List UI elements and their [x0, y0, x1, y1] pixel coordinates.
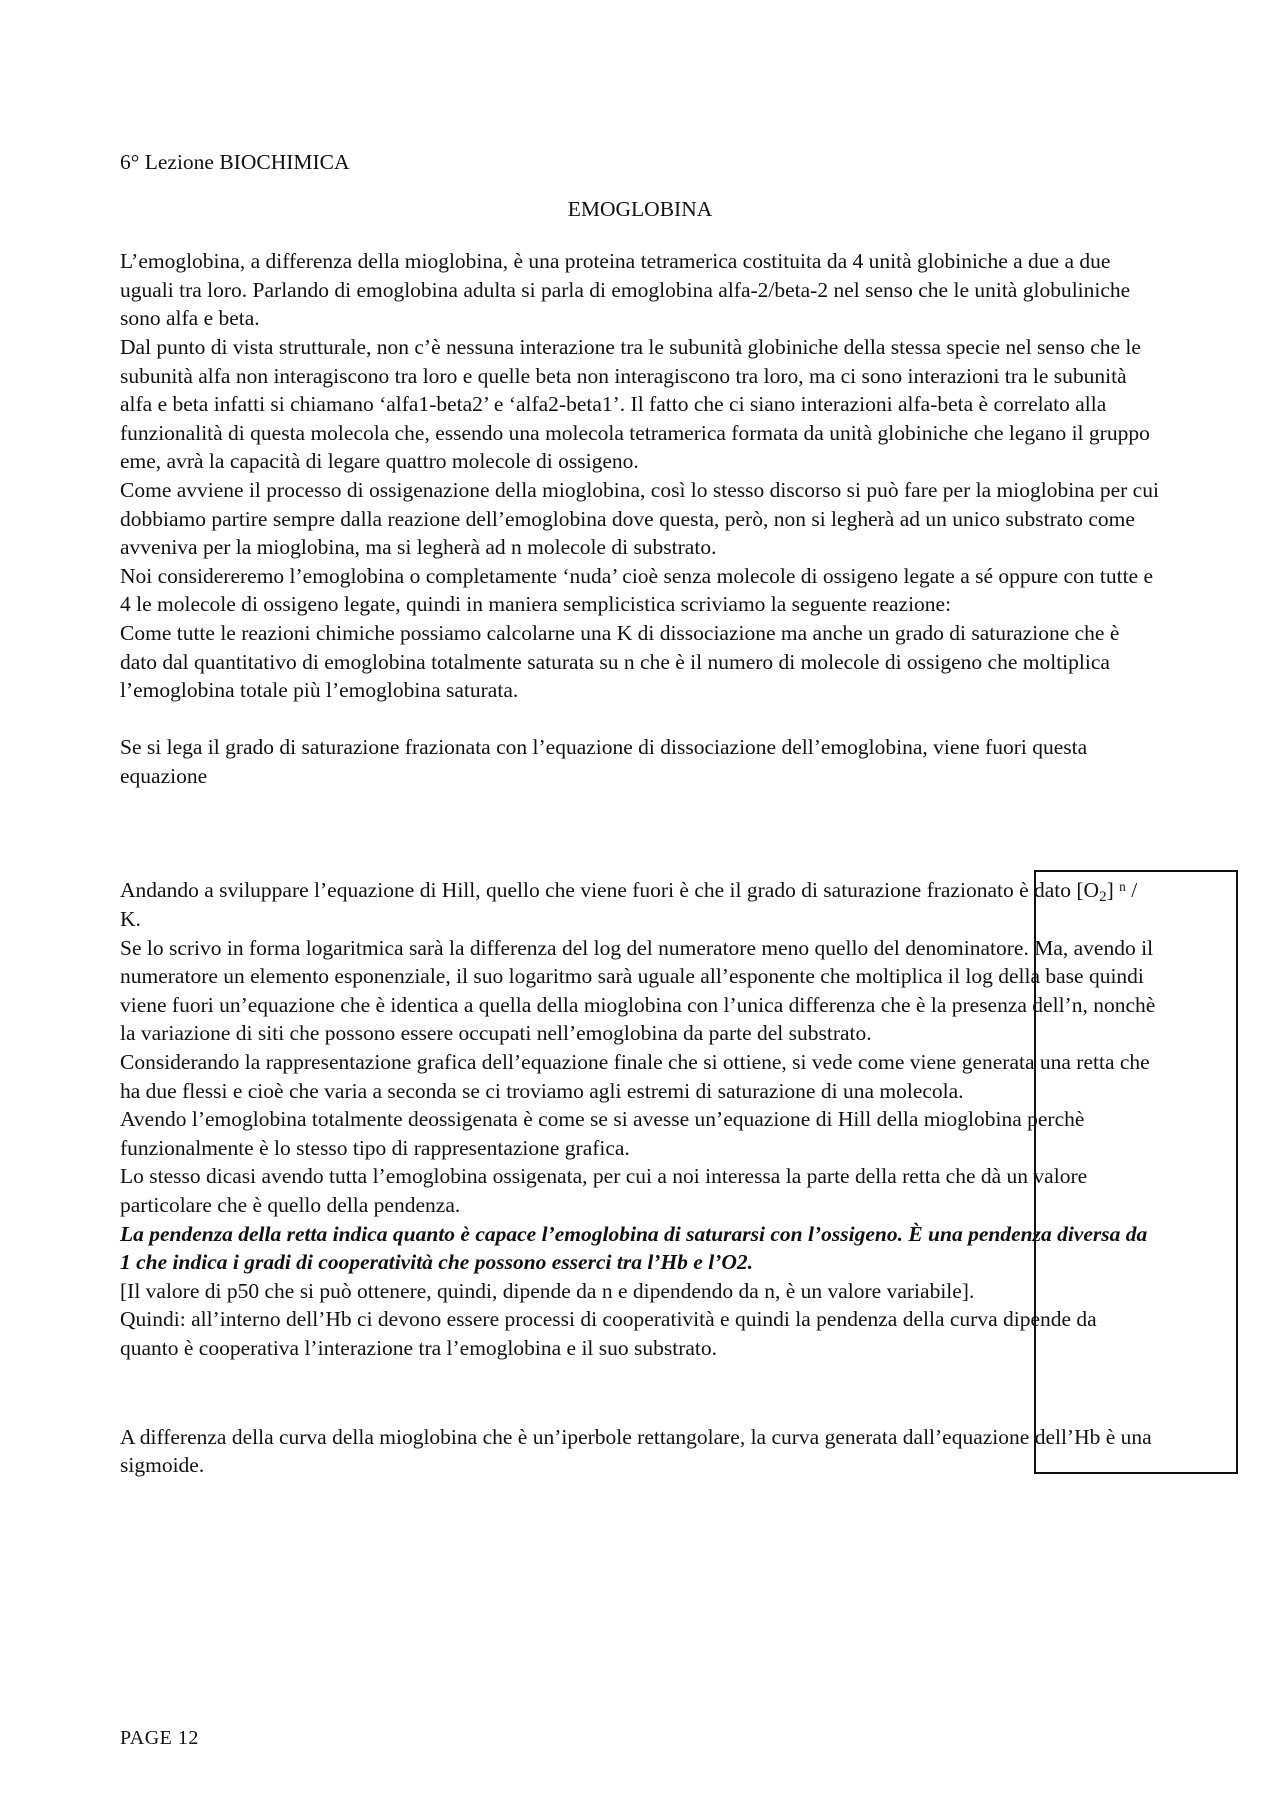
paragraph-reaction: Noi considereremo l’emoglobina o completamente ‘nuda’ cioè senza molecole di ossigeno legate a sé oppure con tutte e 4 le molecole di ossigeno legate, quindi in maniera semplicistica scriviamo la seguente reazione: — [120, 563, 1154, 617]
empty-figure-frame — [1034, 870, 1238, 1474]
spacer — [120, 1363, 1160, 1423]
paragraph-dissociation: Come tutte le reazioni chimiche possiamo calcolarne una K di dissociazione ma anche un grado di saturazione che è dato dal quantitativo di emoglobina totalmente saturata su n che è il numero di molecole di ossigeno che moltiplica l’emoglobina totale più l’emoglobina saturata. — [120, 620, 1120, 703]
paragraph-slope-emphasis: La pendenza della retta indica quanto è capace l’emoglobina di saturarsi con l’ossigeno. È una pendenza diversa da 1 che indica i gradi di cooperatività che possono esserci tra l’Hb e l’O2. — [120, 1221, 1148, 1275]
paragraph-oxygenation: Come avviene il processo di ossigenazione della mioglobina, così lo stesso discorso si può fare per la mioglobina per cui dobbiamo partire sempre dalla reazione dell’emoglobina dove questa, però, non si legherà ad un unico substrato come avveniva per la mioglobina, ma si legherà ad n molecole di substrato. — [120, 477, 1159, 560]
paragraph-hill-equation — [120, 876, 1160, 933]
paragraph-graphic-representation: Considerando la rappresentazione grafica dell’equazione finale che si ottiene, si vede come viene generata una retta che ha due flessi e cioè che varia a seconda se ci troviamo agli estremi di saturazione di una molecola. — [120, 1050, 1150, 1103]
hill-text-start: Andando a sviluppare l’equazione di Hill, quello che viene fuori è che il grado di saturazione frazionato è dato [O — [120, 878, 1100, 903]
document-body — [120, 148, 1160, 1480]
paragraph-structure: L’emoglobina, a differenza della mioglobina, è una proteina tetramerica costituita da 4 unità globiniche a due a due uguali tra loro. Parlando di emoglobina adulta si parla di emoglobina alfa-2/beta-2 nel senso che le unità globuliniche sono alfa e beta. — [120, 249, 1131, 331]
oxygen-subscript: 2 — [1099, 889, 1107, 906]
hill-text-end: / K. — [120, 878, 1138, 932]
equation-space — [120, 790, 1160, 876]
page-number: PAGE 12 — [120, 1727, 199, 1749]
exponent-n: n — [1119, 879, 1126, 895]
paragraph-p50: [Il valore di p50 che si può ottenere, quindi, dipende da n e dipendendo da n, è un valore variabile]. — [120, 1278, 975, 1303]
page-title: EMOGLOBINA — [567, 196, 713, 221]
spacer — [120, 705, 1160, 734]
paragraph-sigmoid: A differenza della curva della mioglobina che è un’iperbole rettangolare, la curva generata dall’equazione dell’Hb è una sigmoide. — [120, 1424, 1152, 1478]
lesson-header: 6° Lezione BIOCHIMICA — [120, 150, 350, 174]
paragraph-cooperativity: Quindi: all’interno dell’Hb ci devono essere processi di cooperatività e quindi la pendenza della curva dipende da quanto è cooperativa l’interazione tra l’emoglobina e il suo substrato. — [120, 1307, 1097, 1360]
paragraph-oxygenated: Lo stesso dicasi avendo tutta l’emoglobina ossigenata, per cui a noi interessa la parte della retta che dà un valore particolare che è quello della pendenza. — [120, 1164, 1088, 1217]
paragraph-subunit-interactions: Dal punto di vista strutturale, non c’è nessuna interazione tra le subunità globiniche della stessa specie nel senso che le subunità alfa non interagiscono tra loro e quelle beta non interagiscono tra loro, ma ci sono interazioni tra le subunità alfa e beta infatti si chiamano ‘alfa1-beta2’ e ‘alfa2-beta1’. Il fatto che ci siano interazioni alfa-beta è correlato alla funzionalità di questa molecola che, essendo una molecola tetramerica formata da unità globiniche che legano il gruppo eme, avrà la capacità di legare quattro molecole di ossigeno. — [120, 334, 1150, 474]
paragraph-equation-intro: Se si lega il grado di saturazione frazionata con l’equazione di dissociazione dell’emoglobina, viene fuori questa equazione — [120, 735, 1088, 788]
paragraph-logarithmic: Se lo scrivo in forma logaritmica sarà la differenza del log del numeratore meno quello del denominatore. Ma, avendo il numeratore un elemento esponenziale, il suo logaritmo sarà uguale all’esponente che moltiplica il log della base quindi viene fuori un’equazione che è identica a quella della mioglobina con l’unica differenza che è la presenza dell’n, nonchè la variazione di siti che possono essere occupati nell’emoglobina da parte del substrato. — [120, 935, 1156, 1046]
paragraph-deoxygenated: Avendo l’emoglobina totalmente deossigenata è come se si avesse un’equazione di Hill della mioglobina perchè funzionalmente è lo stesso tipo di rappresentazione grafica. — [120, 1107, 1085, 1160]
hill-text-mid: ] — [1106, 878, 1120, 903]
